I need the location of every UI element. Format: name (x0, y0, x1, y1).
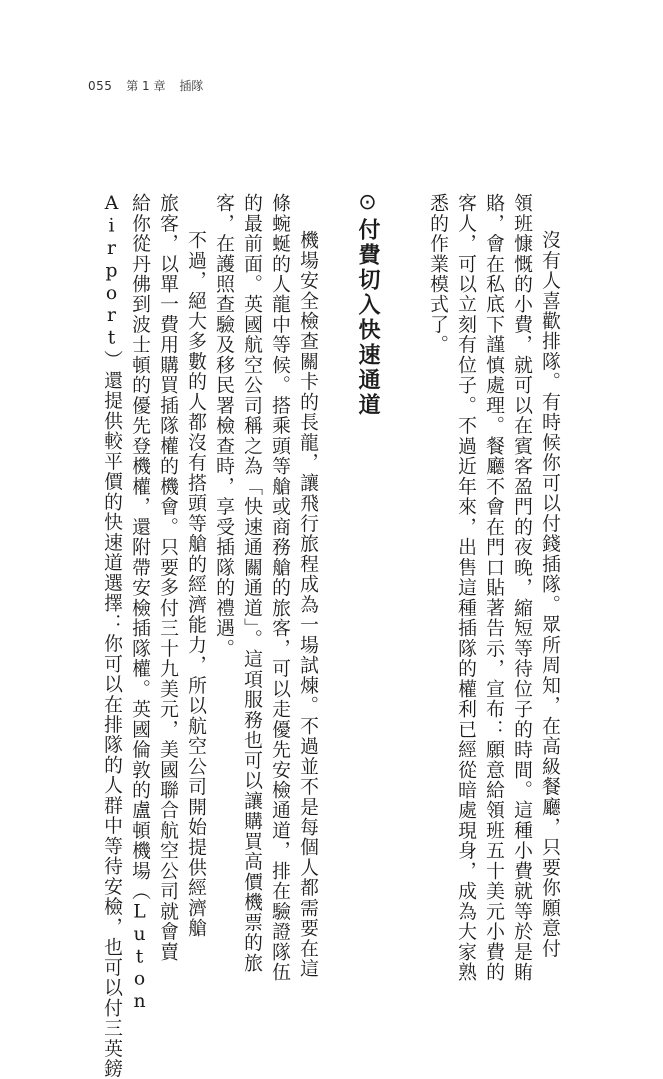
text-column: 旅客，以單一費用購買插隊權的機會。只要多付三十九美元，美國聯合航空公司就會賣 (157, 193, 178, 963)
running-header (88, 77, 213, 94)
chapter-title: 插隊 (179, 79, 204, 93)
section-heading (352, 190, 382, 418)
text-column: 條蜿蜒的人龍中等候。搭乘頭等艙或商務艙的旅客，可以走優先安檢通道，排在驗證隊伍 (269, 193, 290, 983)
text-column: 的最前面。英國航空公司稱之為「快速通關通道」。這項服務也可以讓購買高價機票的旅 (241, 193, 262, 973)
page-number: 055 (88, 79, 113, 93)
heading-bullet-icon: ⊙ (355, 190, 380, 218)
text-column: 賂，會在私底下謹慎處理。餐廳不會在門口貼著告示，宣布：願意給領班五十美元小費的 (483, 193, 504, 983)
heading-text: 付費切入快速通道 (355, 218, 380, 418)
text-column: 悉的作業模式了。 (427, 193, 448, 355)
text-column: Airport）還提供較平價的快速道選擇：你可以在排隊的人群中等待安檢，也可以付三英鎊 (101, 193, 122, 1079)
text-column: 沒有人喜歡排隊。有時候你可以付錢插隊。眾所周知，在高級餐廳，只要你願意付 (539, 230, 560, 959)
chapter-label: 第 1 章 (126, 79, 166, 93)
text-column: 不過，絕大多數的人都沒有搭頭等艙的經濟能力，所以航空公司開始提供經濟艙 (185, 230, 206, 939)
text-column: 客人，可以立刻有位子。不過近年來，出售這種插隊的權利已經從暗處現身，成為大家熟 (455, 193, 476, 983)
text-column: 機場安全檢查關卡的長龍，讓飛行旅程成為一場試煉。不過並不是每個人都需要在這 (297, 230, 318, 979)
text-column: 給你從丹佛到波士頓的優先登機權，還附帶安檢插隊權。英國倫敦的盧頓機場（Luton (129, 193, 150, 1014)
text-column: 客，在護照查驗及移民署檢查時，享受插隊的禮遇。 (213, 193, 234, 659)
text-column: 領班慷慨的小費，就可以在賓客盈門的夜晚，縮短等待位子的時間。這種小費就等於是賄 (511, 193, 532, 983)
